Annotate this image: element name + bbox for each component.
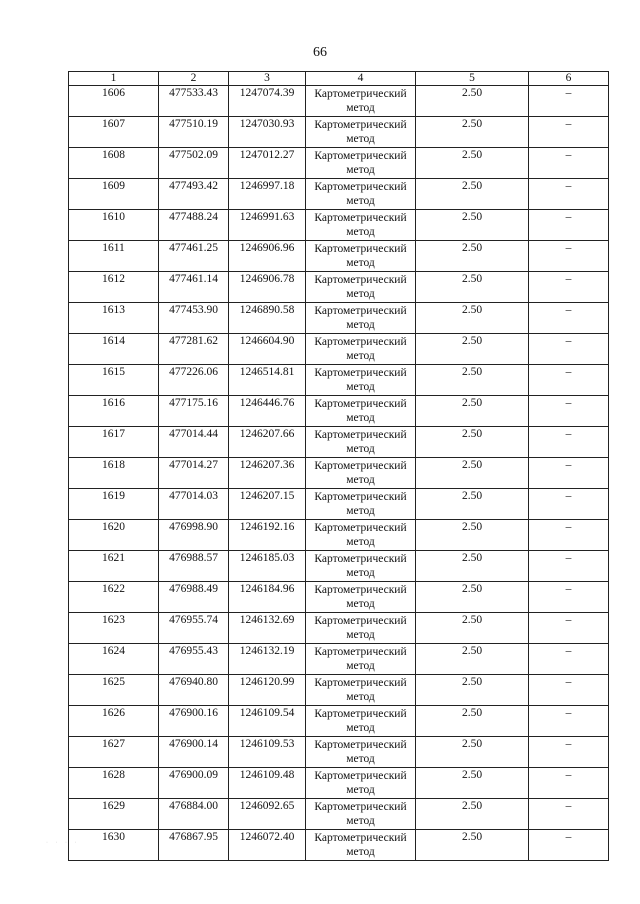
x-coordinate-cell: 476940.80 — [159, 675, 229, 706]
y-coordinate-cell: 1246132.19 — [229, 644, 306, 675]
point-number-cell: 1626 — [69, 706, 159, 737]
accuracy-cell: 2.50 — [416, 179, 529, 210]
table-row — [69, 86, 609, 117]
note-cell: – — [529, 148, 609, 179]
accuracy-cell: 2.50 — [416, 582, 529, 613]
y-coordinate-cell: 1246207.66 — [229, 427, 306, 458]
accuracy-cell: 2.50 — [416, 706, 529, 737]
y-coordinate-cell: 1246109.54 — [229, 706, 306, 737]
method-cell: Картометрический метод — [306, 334, 416, 365]
y-coordinate-cell: 1246109.48 — [229, 768, 306, 799]
note-cell: – — [529, 830, 609, 861]
point-number-cell: 1623 — [69, 613, 159, 644]
method-cell: Картометрический метод — [306, 179, 416, 210]
accuracy-cell: 2.50 — [416, 241, 529, 272]
method-cell: Картометрический метод — [306, 86, 416, 117]
table-row — [69, 489, 609, 520]
y-coordinate-cell: 1246906.96 — [229, 241, 306, 272]
method-cell: Картометрический метод — [306, 799, 416, 830]
x-coordinate-cell: 477175.16 — [159, 396, 229, 427]
accuracy-cell: 2.50 — [416, 489, 529, 520]
note-cell: – — [529, 86, 609, 117]
column-header-2: 2 — [159, 72, 229, 86]
method-cell: Картометрический метод — [306, 396, 416, 427]
accuracy-cell: 2.50 — [416, 520, 529, 551]
y-coordinate-cell: 1246120.99 — [229, 675, 306, 706]
point-number-cell: 1608 — [69, 148, 159, 179]
point-number-cell: 1620 — [69, 520, 159, 551]
table-row — [69, 210, 609, 241]
table-row — [69, 675, 609, 706]
method-cell: Картометрический метод — [306, 272, 416, 303]
note-cell: – — [529, 613, 609, 644]
y-coordinate-cell: 1246514.81 — [229, 365, 306, 396]
y-coordinate-cell: 1246092.65 — [229, 799, 306, 830]
method-cell: Картометрический метод — [306, 303, 416, 334]
x-coordinate-cell: 476998.90 — [159, 520, 229, 551]
method-cell: Картометрический метод — [306, 489, 416, 520]
x-coordinate-cell: 477453.90 — [159, 303, 229, 334]
accuracy-cell: 2.50 — [416, 551, 529, 582]
note-cell: – — [529, 520, 609, 551]
method-cell: Картометрический метод — [306, 210, 416, 241]
x-coordinate-cell: 476900.09 — [159, 768, 229, 799]
note-cell: – — [529, 179, 609, 210]
point-number-cell: 1613 — [69, 303, 159, 334]
point-number-cell: 1619 — [69, 489, 159, 520]
table-row — [69, 427, 609, 458]
x-coordinate-cell: 477502.09 — [159, 148, 229, 179]
column-header-5: 5 — [416, 72, 529, 86]
x-coordinate-cell: 477488.24 — [159, 210, 229, 241]
accuracy-cell: 2.50 — [416, 675, 529, 706]
table-row — [69, 706, 609, 737]
accuracy-cell: 2.50 — [416, 768, 529, 799]
method-cell: Картометрический метод — [306, 675, 416, 706]
x-coordinate-cell: 476867.95 — [159, 830, 229, 861]
method-cell: Картометрический метод — [306, 551, 416, 582]
column-header-6: 6 — [529, 72, 609, 86]
note-cell: – — [529, 365, 609, 396]
note-cell: – — [529, 458, 609, 489]
point-number-cell: 1628 — [69, 768, 159, 799]
method-cell: Картометрический метод — [306, 117, 416, 148]
point-number-cell: 1616 — [69, 396, 159, 427]
table-row — [69, 830, 609, 861]
point-number-cell: 1614 — [69, 334, 159, 365]
point-number-cell: 1618 — [69, 458, 159, 489]
point-number-cell: 1624 — [69, 644, 159, 675]
accuracy-cell: 2.50 — [416, 303, 529, 334]
x-coordinate-cell: 477226.06 — [159, 365, 229, 396]
note-cell: – — [529, 210, 609, 241]
note-cell: – — [529, 272, 609, 303]
table-row — [69, 272, 609, 303]
point-number-cell: 1615 — [69, 365, 159, 396]
table-row — [69, 613, 609, 644]
column-header-3: 3 — [229, 72, 306, 86]
note-cell: – — [529, 706, 609, 737]
x-coordinate-cell: 477281.62 — [159, 334, 229, 365]
point-number-cell: 1627 — [69, 737, 159, 768]
x-coordinate-cell: 476900.16 — [159, 706, 229, 737]
table-row — [69, 117, 609, 148]
table-row — [69, 799, 609, 830]
y-coordinate-cell: 1247030.93 — [229, 117, 306, 148]
note-cell: – — [529, 768, 609, 799]
method-cell: Картометрический метод — [306, 582, 416, 613]
point-number-cell: 1617 — [69, 427, 159, 458]
point-number-cell: 1606 — [69, 86, 159, 117]
x-coordinate-cell: 477510.19 — [159, 117, 229, 148]
point-number-cell: 1629 — [69, 799, 159, 830]
point-number-cell: 1612 — [69, 272, 159, 303]
scan-artifact: · · · · — [46, 840, 80, 846]
x-coordinate-cell: 477014.27 — [159, 458, 229, 489]
method-cell: Картометрический метод — [306, 830, 416, 861]
note-cell: – — [529, 644, 609, 675]
accuracy-cell: 2.50 — [416, 644, 529, 675]
table-row — [69, 520, 609, 551]
point-number-cell: 1622 — [69, 582, 159, 613]
accuracy-cell: 2.50 — [416, 427, 529, 458]
y-coordinate-cell: 1246604.90 — [229, 334, 306, 365]
y-coordinate-cell: 1246890.58 — [229, 303, 306, 334]
point-number-cell: 1625 — [69, 675, 159, 706]
accuracy-cell: 2.50 — [416, 737, 529, 768]
accuracy-cell: 2.50 — [416, 148, 529, 179]
x-coordinate-cell: 476988.49 — [159, 582, 229, 613]
y-coordinate-cell: 1246207.15 — [229, 489, 306, 520]
y-coordinate-cell: 1246446.76 — [229, 396, 306, 427]
y-coordinate-cell: 1246072.40 — [229, 830, 306, 861]
note-cell: – — [529, 396, 609, 427]
y-coordinate-cell: 1246184.96 — [229, 582, 306, 613]
accuracy-cell: 2.50 — [416, 396, 529, 427]
column-header-1: 1 — [69, 72, 159, 86]
table-row — [69, 148, 609, 179]
table-row — [69, 241, 609, 272]
table-row — [69, 582, 609, 613]
page-number: 66 — [313, 45, 327, 60]
table-row — [69, 179, 609, 210]
column-header-4: 4 — [306, 72, 416, 86]
method-cell: Картометрический метод — [306, 644, 416, 675]
table-row — [69, 768, 609, 799]
method-cell: Картометрический метод — [306, 458, 416, 489]
point-number-cell: 1607 — [69, 117, 159, 148]
method-cell: Картометрический метод — [306, 613, 416, 644]
x-coordinate-cell: 477014.44 — [159, 427, 229, 458]
note-cell: – — [529, 799, 609, 830]
accuracy-cell: 2.50 — [416, 86, 529, 117]
table-row — [69, 396, 609, 427]
table-header-row — [69, 72, 609, 86]
y-coordinate-cell: 1246997.18 — [229, 179, 306, 210]
x-coordinate-cell: 477014.03 — [159, 489, 229, 520]
x-coordinate-cell: 477461.25 — [159, 241, 229, 272]
x-coordinate-cell: 476884.00 — [159, 799, 229, 830]
table-row — [69, 303, 609, 334]
method-cell: Картометрический метод — [306, 768, 416, 799]
accuracy-cell: 2.50 — [416, 117, 529, 148]
table-row — [69, 458, 609, 489]
y-coordinate-cell: 1246192.16 — [229, 520, 306, 551]
note-cell: – — [529, 551, 609, 582]
y-coordinate-cell: 1247074.39 — [229, 86, 306, 117]
note-cell: – — [529, 489, 609, 520]
y-coordinate-cell: 1246906.78 — [229, 272, 306, 303]
accuracy-cell: 2.50 — [416, 365, 529, 396]
x-coordinate-cell: 477493.42 — [159, 179, 229, 210]
note-cell: – — [529, 334, 609, 365]
table-row — [69, 737, 609, 768]
method-cell: Картометрический метод — [306, 148, 416, 179]
x-coordinate-cell: 476955.43 — [159, 644, 229, 675]
accuracy-cell: 2.50 — [416, 613, 529, 644]
y-coordinate-cell: 1246132.69 — [229, 613, 306, 644]
note-cell: – — [529, 737, 609, 768]
table-row — [69, 551, 609, 582]
accuracy-cell: 2.50 — [416, 799, 529, 830]
x-coordinate-cell: 476900.14 — [159, 737, 229, 768]
note-cell: – — [529, 427, 609, 458]
table-row — [69, 644, 609, 675]
point-number-cell: 1609 — [69, 179, 159, 210]
table-row — [69, 365, 609, 396]
table-body — [69, 86, 609, 861]
method-cell: Картометрический метод — [306, 365, 416, 396]
note-cell: – — [529, 117, 609, 148]
accuracy-cell: 2.50 — [416, 334, 529, 365]
table-row — [69, 334, 609, 365]
method-cell: Картометрический метод — [306, 737, 416, 768]
y-coordinate-cell: 1246207.36 — [229, 458, 306, 489]
accuracy-cell: 2.50 — [416, 272, 529, 303]
method-cell: Картометрический метод — [306, 706, 416, 737]
method-cell: Картометрический метод — [306, 520, 416, 551]
x-coordinate-cell: 477533.43 — [159, 86, 229, 117]
note-cell: – — [529, 675, 609, 706]
point-number-cell: 1610 — [69, 210, 159, 241]
y-coordinate-cell: 1246991.63 — [229, 210, 306, 241]
x-coordinate-cell: 476955.74 — [159, 613, 229, 644]
note-cell: – — [529, 241, 609, 272]
point-number-cell: 1630 — [69, 830, 159, 861]
y-coordinate-cell: 1246109.53 — [229, 737, 306, 768]
x-coordinate-cell: 477461.14 — [159, 272, 229, 303]
y-coordinate-cell: 1246185.03 — [229, 551, 306, 582]
method-cell: Картометрический метод — [306, 241, 416, 272]
point-number-cell: 1611 — [69, 241, 159, 272]
method-cell: Картометрический метод — [306, 427, 416, 458]
accuracy-cell: 2.50 — [416, 830, 529, 861]
x-coordinate-cell: 476988.57 — [159, 551, 229, 582]
y-coordinate-cell: 1247012.27 — [229, 148, 306, 179]
accuracy-cell: 2.50 — [416, 458, 529, 489]
coordinates-table — [68, 71, 609, 861]
point-number-cell: 1621 — [69, 551, 159, 582]
accuracy-cell: 2.50 — [416, 210, 529, 241]
note-cell: – — [529, 582, 609, 613]
note-cell: – — [529, 303, 609, 334]
